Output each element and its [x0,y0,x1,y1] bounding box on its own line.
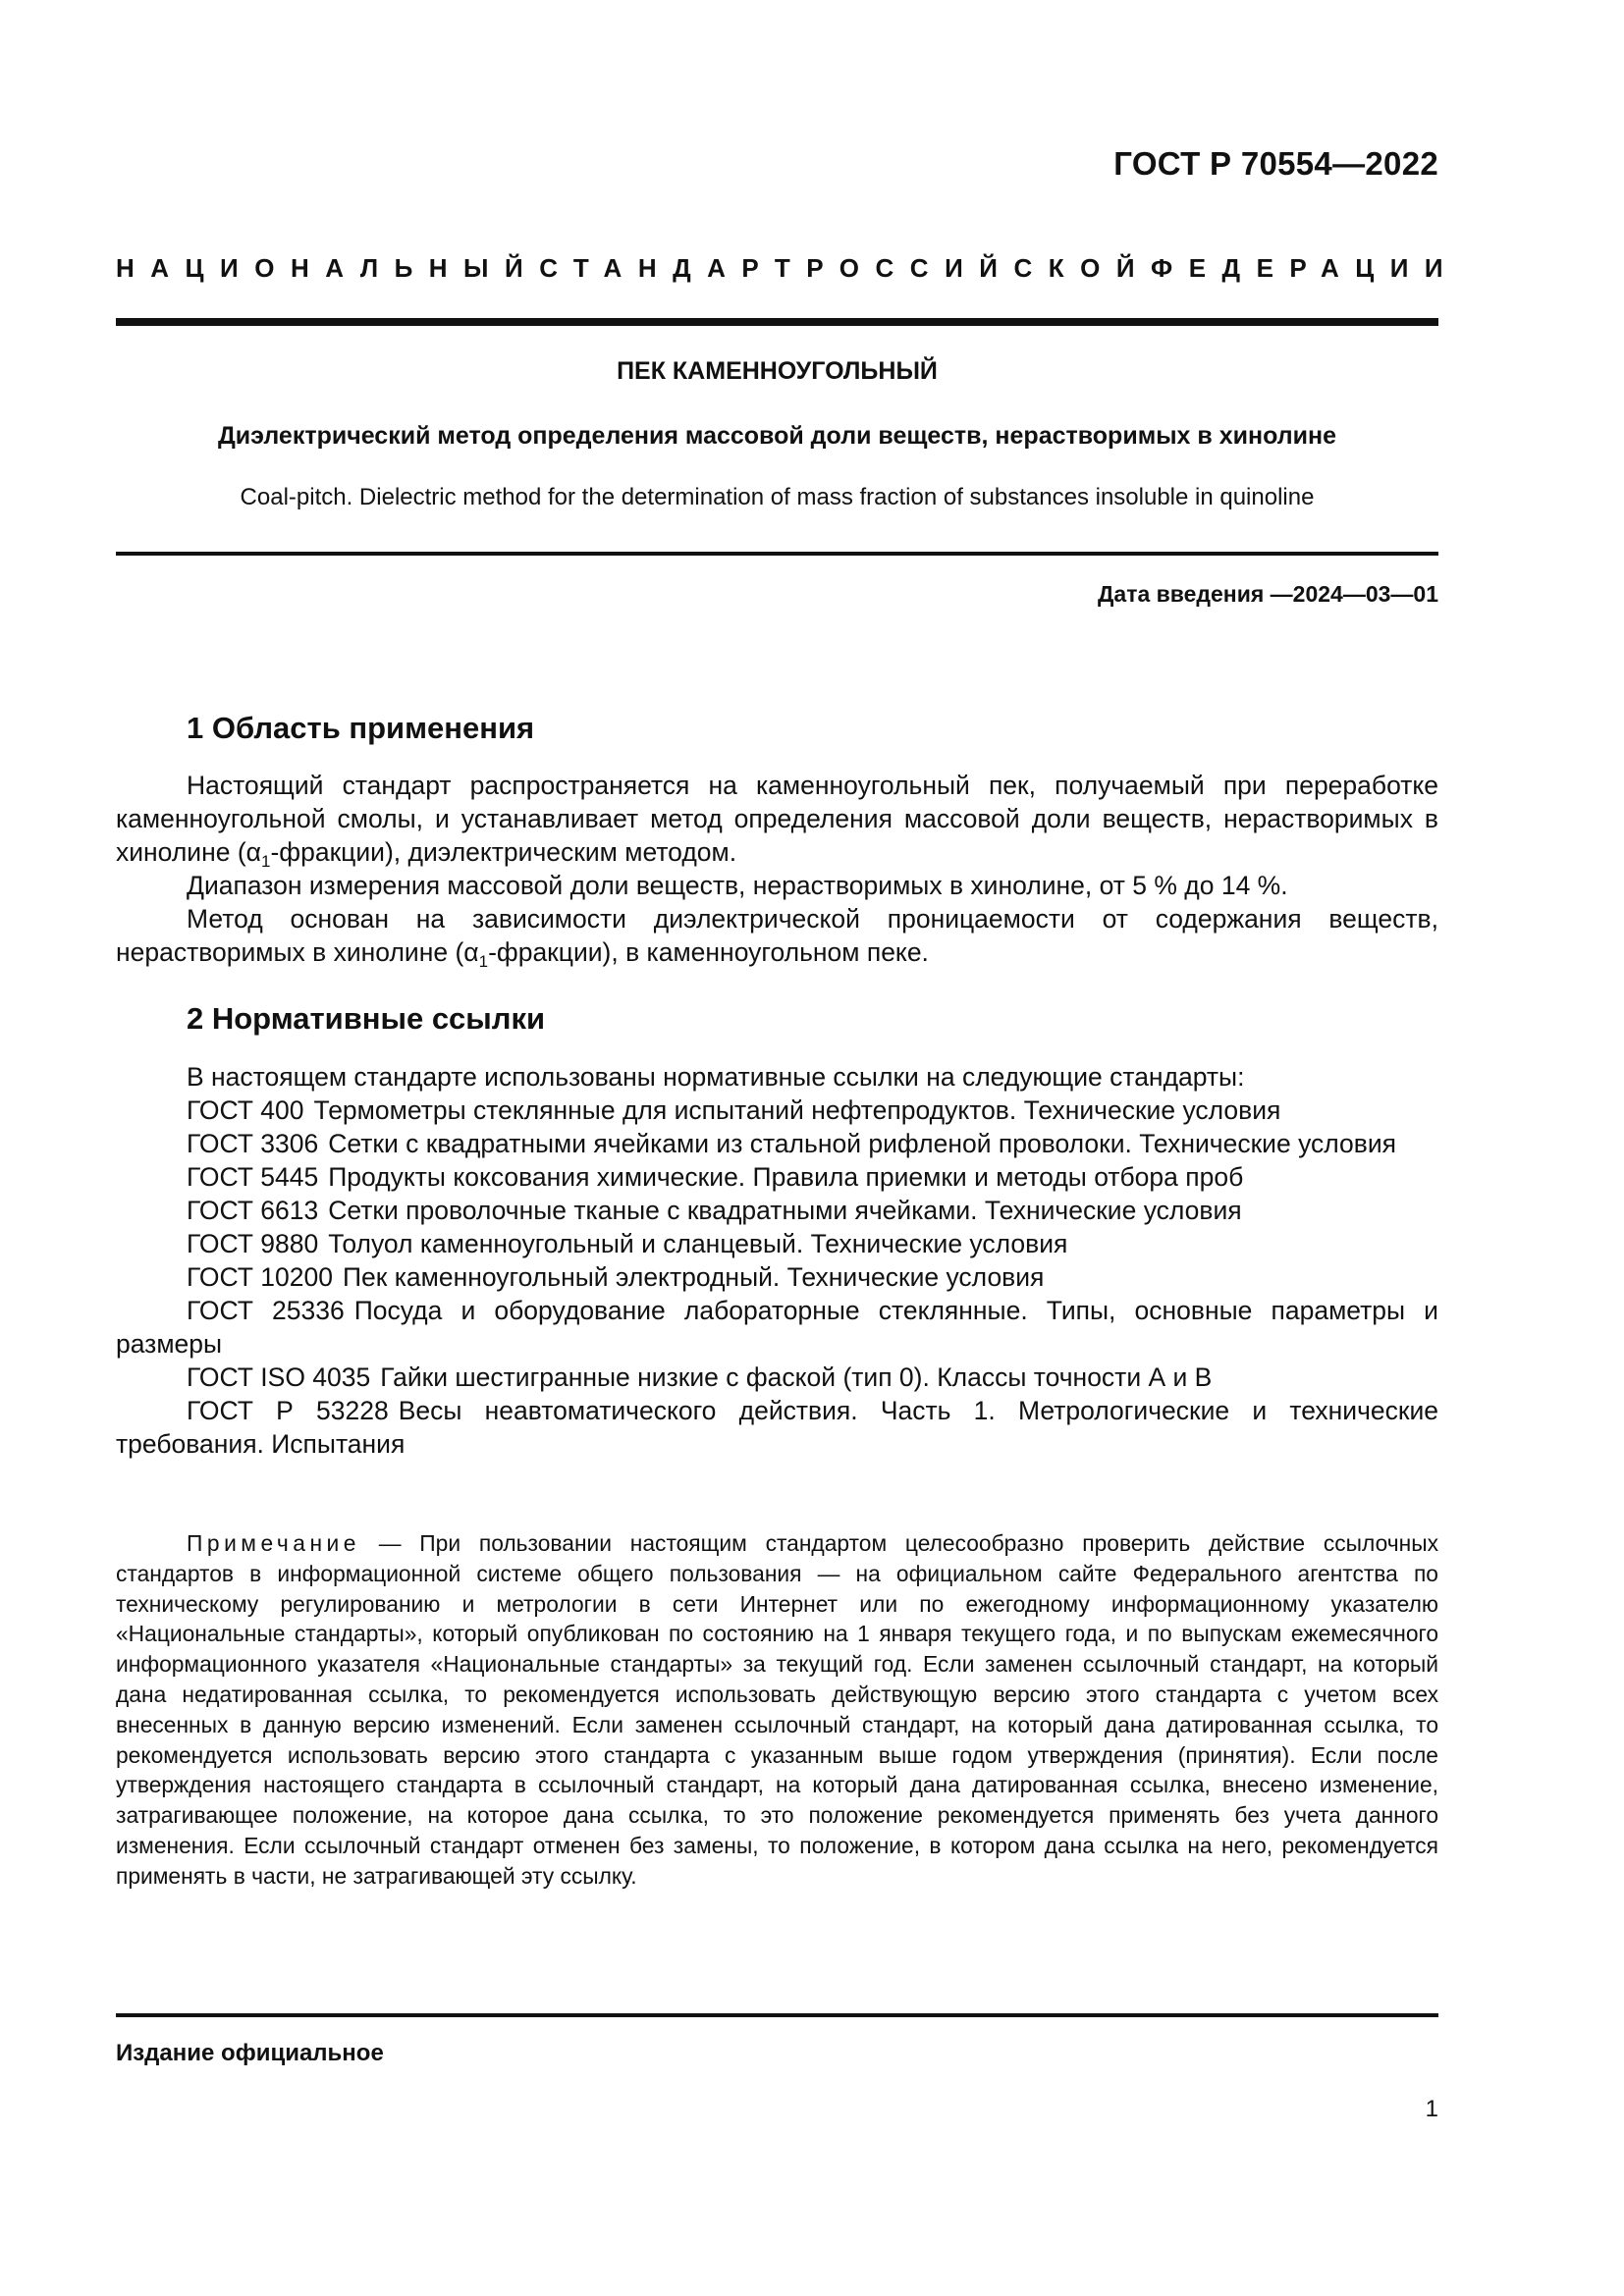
document-number: ГОСТ Р 70554—2022 [1113,145,1438,182]
reference-code: ГОСТ 10200 [187,1262,333,1292]
reference-title: Толуол каменноугольный и сланцевый. Технические условия [328,1229,1068,1258]
national-header-word: РОССИЙСКОЙ [806,253,1152,283]
national-header-word: НАЦИОНАЛЬНЫЙ [116,253,540,283]
normative-references [116,1060,1438,1461]
reference-title: Термометры стеклянные для испытаний нефтепродуктов. Технические условия [313,1095,1281,1125]
footer-rule [116,2013,1438,2017]
reference-code: ГОСТ 9880 [187,1229,319,1258]
document-subtitle: Диэлектрический метод определения массовой доли веществ, нерастворимых в хинолине [218,422,1336,450]
reference-item [116,1160,1438,1194]
reference-title: Сетки с квадратными ячейками из стальной рифленой проволоки. Технические условия [328,1129,1397,1158]
note [116,1528,1438,1892]
title-rule [116,552,1438,556]
section-2-heading: 2 Нормативные ссылки [187,1001,546,1036]
reference-code: ГОСТ 6613 [187,1196,319,1225]
reference-code: ГОСТ 3306 [187,1129,319,1158]
reference-title: Посуда и оборудование лабораторные стеклянные. Типы, основные параметры и размеры [116,1296,1438,1359]
reference-code: ГОСТ 25336 [187,1296,345,1325]
reference-code: ГОСТ ISO 4035 [187,1362,371,1392]
section-1-paragraph-1: Настоящий стандарт распространяется на каменноугольный пек, получаемый при переработке каменноугольной смолы, и устанавливает метод определения массовой доли веществ, нерастворимых в хинолине $(\alpha_1-фракции)$, диэлектрическим методом. [116,771,1438,871]
references-intro: В настоящем стандарте использованы нормативные ссылки на следующие стандарты: [187,1062,1245,1092]
reference-item [116,1227,1438,1260]
page-number: 1 [1425,2096,1438,2122]
reference-title: Сетки проволочные тканые с квадратными ячейками. Технические условия [328,1196,1242,1225]
reference-item [116,1394,1438,1461]
reference-code: ГОСТ 5445 [187,1162,319,1192]
reference-item [116,1194,1438,1227]
section-1-paragraph-3: Метод основан на зависимости диэлектрической проницаемости от содержания веществ, нерастворимых в хинолине $(\alpha_1-фракции)$, в каменноугольном пеке. [116,904,1438,971]
document-title: ПЕК КАМЕННОУГОЛЬНЫЙ [617,357,938,385]
note-text: — При пользовании настоящим стандартом целесообразно проверить действие ссылочных стандартов в информационной системе общего пользования — на официальном сайте Федерального агентства по техническому регулированию и метрологии в сети Интернет или по ежегодному информационному указателю «Национальные стандарты», который опубликован по состоянию на 1 января текущего года, и по выпускам ежемесячного информационного указателя «Национальные стандарты» за текущий год. Если заменен ссылочный стандарт, на который дана недатированная ссылка, то рекомендуется использовать действующую версию этого стандарта с учетом всех внесенных в данную версию изменений. Если заменен ссылочный стандарт, на который дана датированная ссылка, то рекомендуется использовать версию этого стандарта с указанным выше годом утверждения (принятия). Если после утверждения настоящего стандарта в ссылочный стандарт, на который дана датированная ссылка, внесено изменение, затрагивающее положение, на которое дана ссылка, то это положение рекомендуется применять без учета данного изменения. Если ссылочный стандарт отменен без замены, то положение, в котором дана ссылка на него, рекомендуется применять в части, не затрагивающей эту ссылку. [116,1530,1438,1889]
reference-code: ГОСТ 400 [187,1095,304,1125]
edition-label: Издание официальное [116,2040,384,2066]
reference-title: Пек каменноугольный электродный. Технические условия [342,1262,1045,1292]
document-title-english: Coal-pitch. Dielectric method for the determination of mass fraction of substances insoluble in quinoline [240,484,1315,510]
note-label: Примечание [187,1530,360,1556]
national-standard-header [116,253,1460,284]
header-rule [116,318,1438,326]
reference-item [116,1294,1438,1361]
section-1-paragraph-2: Диапазон измерения массовой доли веществ, нерастворимых в хинолине, от 5 % до 14 %. [187,871,1288,900]
reference-title: Гайки шестигранные низкие с фаской (тип 0). Классы точности А и В [380,1362,1213,1392]
reference-item [116,1094,1438,1127]
reference-list [116,1094,1438,1461]
reference-title: Весы неавтоматического действия. Часть 1. Метрологические и технические требования. Испытания [116,1396,1438,1459]
national-header-word: СТАНДАРТ [539,253,807,283]
reference-item [116,1127,1438,1160]
introduction-date: Дата введения —2024—03—01 [1098,581,1438,607]
reference-title: Продукты коксования химические. Правила приемки и методы отбора проб [328,1162,1244,1192]
section-1-heading: 1 Область применения [187,711,535,745]
reference-item [116,1361,1438,1394]
section-1-body [116,769,1438,969]
reference-item [116,1260,1438,1294]
reference-code: ГОСТ Р 53228 [187,1396,389,1425]
national-header-word: ФЕДЕРАЦИИ [1151,253,1460,283]
